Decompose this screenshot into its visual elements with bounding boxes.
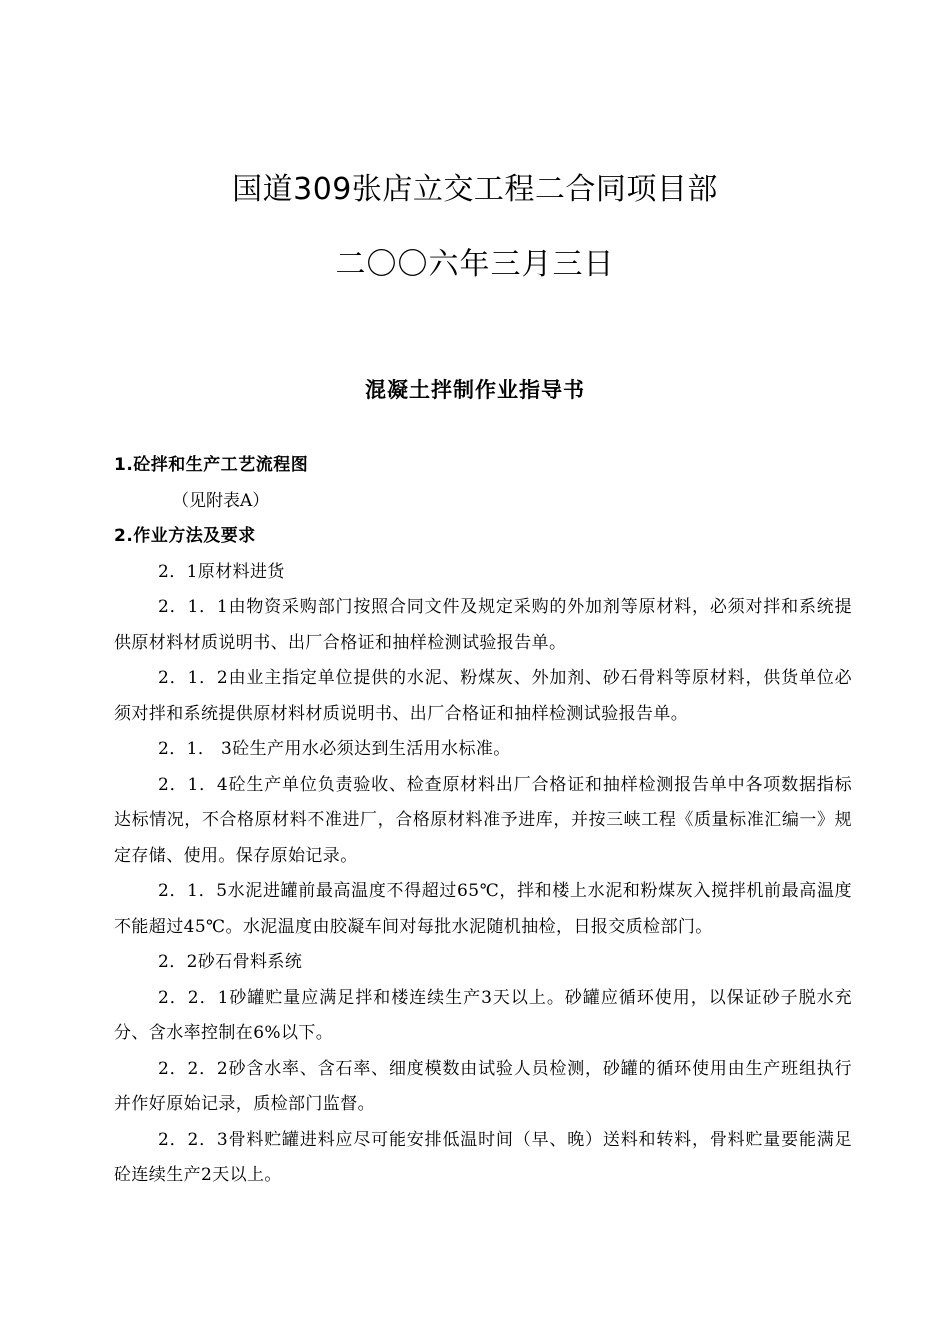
section-heading-1: 1.砼拌和生产工艺流程图	[114, 455, 309, 475]
subsection-2-1: 2．1原材料进货	[158, 561, 285, 582]
document-title: 混凝土拌制作业指导书	[365, 378, 585, 402]
paragraph-2-1-2: 2．1．2由业主指定单位提供的水泥、粉煤灰、外加剂、砂石骨料等原材料，供货单位必须对拌和系统提供原材料材质说明书、出厂合格证和抽样检测试验报告单。	[114, 668, 852, 724]
paragraph-2-1-1: 2．1．1由物资采购部门按照合同文件及规定采购的外加剂等原材料，必须对拌和系统提供原材料材质说明书、出厂合格证和抽样检测试验报告单。	[114, 597, 852, 653]
paragraph-2-1-3: 2．1． 3砼生产用水必须达到生活用水标准。	[158, 739, 511, 759]
paragraph-2-2-1: 2．2．1砂罐贮量应满足拌和楼连续生产3天以上。砂罐应循环使用，以保证砂子脱水充分、含水率控制在6%以下。	[114, 987, 852, 1043]
document-body	[114, 448, 852, 1194]
paragraph-2-1-5: 2．1．5水泥进罐前最高温度不得超过65℃，拌和楼上水泥和粉煤灰入搅拌机前最高温度不能超过45℃。水泥温度由胶凝车间对每批水泥随机抽检，日报交质检部门。	[114, 881, 852, 937]
organization-name: 国道309张店立交工程二合同项目部	[232, 172, 718, 207]
appendix-reference: （见附表A）	[172, 490, 270, 511]
subsection-2-2: 2．2砂石骨料系统	[158, 952, 303, 972]
section-heading-2: 2.作业方法及要求	[114, 526, 256, 546]
paragraph-2-2-2: 2．2．2砂含水率、含石率、细度模数由试验人员检测，砂罐的循环使用由生产班组执行并作好原始记录，质检部门监督。	[114, 1058, 852, 1114]
paragraph-2-1-4: 2．1．4砼生产单位负责验收、检查原材料出厂合格证和抽样检测报告单中各项数据指标达标情况，不合格原材料不准进厂，合格原材料准予进库，并按三峡工程《质量标准汇编一》规定存储、使用。保存原始记录。	[114, 774, 852, 866]
document-date: 二〇〇六年三月三日	[335, 247, 615, 282]
paragraph-2-2-3: 2．2．3骨料贮罐进料应尽可能安排低温时间（早、晚）送料和转料，骨料贮量要能满足砼连续生产2天以上。	[114, 1129, 852, 1185]
